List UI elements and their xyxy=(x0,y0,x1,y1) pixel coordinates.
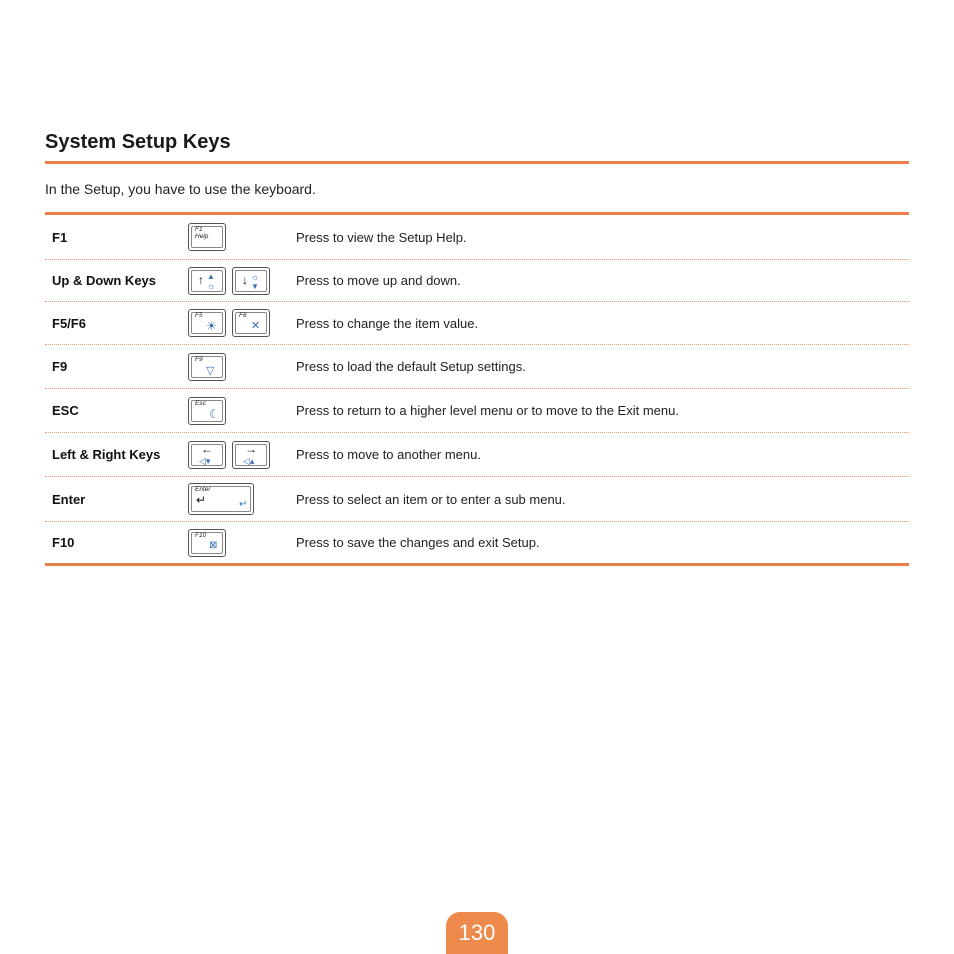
key-description: Press to move up and down. xyxy=(296,273,461,288)
keycap-label: F9 xyxy=(195,355,203,363)
key-icons xyxy=(188,441,292,469)
table-row xyxy=(45,522,909,563)
up-arrow-keycap-icon: ↑ ▲ ☼ xyxy=(188,267,226,295)
table-row xyxy=(45,260,909,302)
key-name: F5/F6 xyxy=(52,315,86,331)
key-name: Up & Down Keys xyxy=(52,273,157,288)
key-name: F9 xyxy=(52,359,68,374)
key-name: ESC xyxy=(52,403,79,418)
key-name: F10 xyxy=(52,535,75,550)
key-description: Press to return to a higher level menu or to move to the Exit menu. xyxy=(296,403,679,418)
table-row xyxy=(45,389,909,433)
section-title: System Setup Keys xyxy=(45,131,231,153)
key-icons xyxy=(188,223,292,251)
keycap-label: Enter xyxy=(195,486,211,493)
key-name: F1 xyxy=(52,229,68,245)
enter-keycap-icon: Enter ↵ ↵ xyxy=(188,483,254,515)
key-icons xyxy=(188,483,292,515)
f6-keycap-icon: F6 ✕ xyxy=(232,309,270,337)
f9-keycap-icon: F9 ▽ xyxy=(188,353,226,381)
f10-keycap-icon: F10 ⊠ xyxy=(188,529,226,557)
f1-help-keycap-icon xyxy=(188,223,226,251)
key-description: Press to save the changes and exit Setup. xyxy=(296,535,540,550)
key-description: Press to load the default Setup settings. xyxy=(296,359,526,374)
key-name: Left & Right Keys xyxy=(52,447,161,462)
key-description: Press to view the Setup Help. xyxy=(296,229,467,245)
page-number-badge: 130 xyxy=(446,912,508,954)
table-row xyxy=(45,433,909,477)
keycap-label: F1 Help xyxy=(195,226,209,240)
left-arrow-keycap-icon: ← ◁▾ xyxy=(188,441,226,469)
title-divider xyxy=(45,161,909,164)
key-name: Enter xyxy=(52,491,86,507)
f5-keycap-icon: F5 ☀ xyxy=(188,309,226,337)
intro-text: In the Setup, you have to use the keyboard. xyxy=(45,181,316,197)
right-arrow-keycap-icon: → ◁▴ xyxy=(232,441,270,469)
key-icons xyxy=(188,529,292,557)
keycap-label: Esc xyxy=(195,399,206,407)
key-icons xyxy=(188,309,292,337)
key-description: Press to select an item or to enter a sub menu. xyxy=(296,491,566,507)
down-arrow-keycap-icon: ↓ ☼ ▼ xyxy=(232,267,270,295)
key-description: Press to change the item value. xyxy=(296,315,479,331)
keycap-label: F10 xyxy=(195,531,207,539)
key-icons xyxy=(188,267,292,295)
key-icons xyxy=(188,353,292,381)
key-icons xyxy=(188,397,292,425)
keycap-label: F5 xyxy=(195,312,203,319)
table-row xyxy=(45,477,909,522)
setup-keys-table xyxy=(45,212,909,566)
table-row xyxy=(45,302,909,345)
keycap-label: F6 xyxy=(239,312,247,319)
esc-keycap-icon: Esc ☾ xyxy=(188,397,226,425)
key-description: Press to move to another menu. xyxy=(296,447,481,462)
table-row xyxy=(45,215,909,260)
table-row xyxy=(45,345,909,389)
